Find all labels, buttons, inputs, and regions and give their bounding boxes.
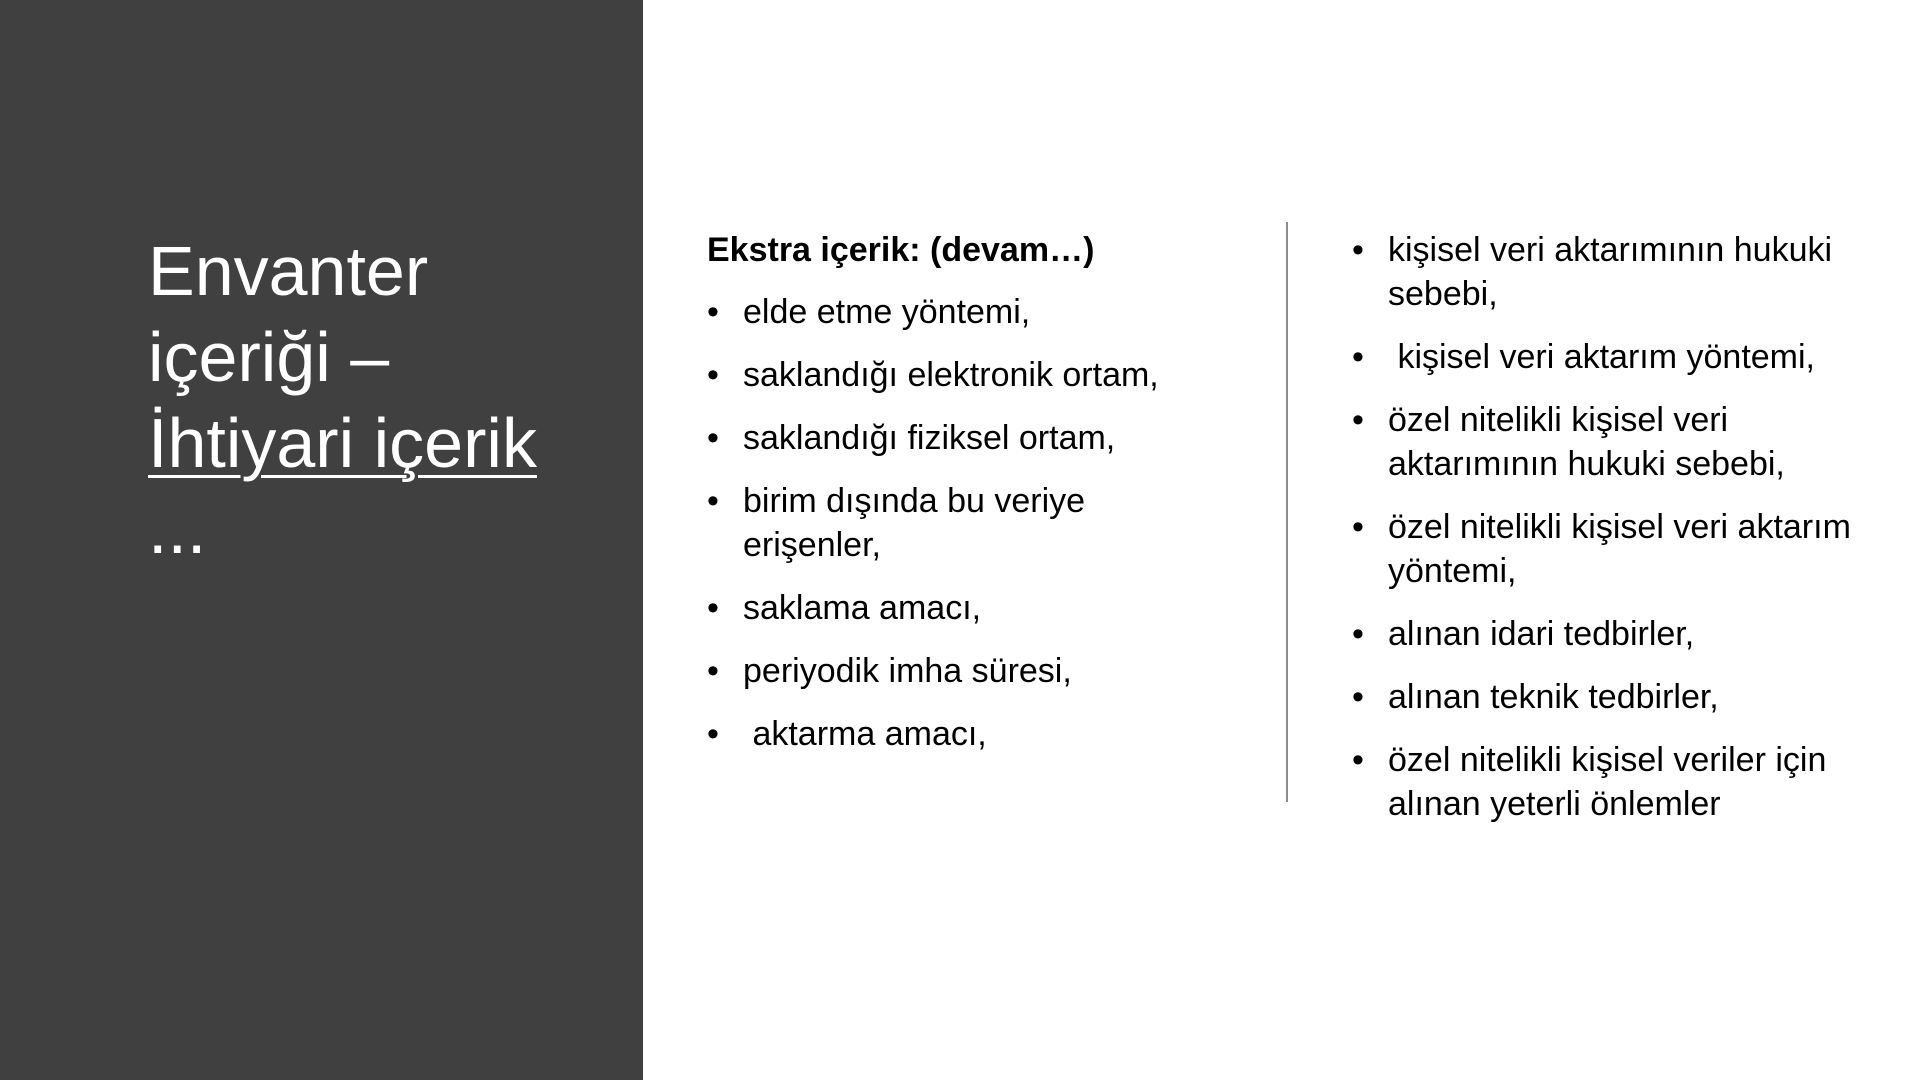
- title-line-3: İhtiyari içerik: [148, 404, 537, 482]
- right-content-column: [1352, 228, 1892, 845]
- bullet-icon: •: [707, 589, 719, 627]
- bullet-icon: •: [707, 482, 719, 520]
- bullet-icon: •: [1352, 615, 1364, 653]
- list-item: • özel nitelikli kişisel veri aktarımının hukuki sebebi,: [1352, 398, 1892, 486]
- list-item: • saklandığı fiziksel ortam,: [707, 416, 1227, 460]
- bullet-icon: •: [707, 293, 719, 331]
- bullet-icon: •: [707, 419, 719, 457]
- bullet-icon: •: [1352, 678, 1364, 716]
- list-item: • alınan teknik tedbirler,: [1352, 675, 1892, 719]
- left-bullet-list: [707, 290, 1227, 756]
- list-item: • birim dışında bu veriye erişenler,: [707, 479, 1227, 567]
- bullet-icon: •: [707, 356, 719, 394]
- title-panel: [0, 0, 643, 1080]
- list-item: • saklandığı elektronik ortam,: [707, 353, 1227, 397]
- title-line-1: Envanter: [148, 232, 429, 310]
- bullet-icon: •: [1352, 741, 1364, 779]
- content-heading: Ekstra içerik: (devam…): [707, 231, 1095, 269]
- slide-title: [148, 228, 618, 572]
- title-line-2: içeriği –: [148, 318, 390, 396]
- bullet-icon: •: [1352, 231, 1364, 269]
- right-bullet-list: [1352, 228, 1892, 826]
- list-item: • aktarma amacı,: [707, 712, 1227, 756]
- list-item: • kişisel veri aktarım yöntemi,: [1352, 335, 1892, 379]
- list-item: • alınan idari tedbirler,: [1352, 612, 1892, 656]
- list-item: • özel nitelikli kişisel veri aktarım yöntemi,: [1352, 505, 1892, 593]
- list-item: • saklama amacı,: [707, 586, 1227, 630]
- title-line-4: ...: [148, 490, 207, 568]
- bullet-icon: •: [1352, 338, 1364, 376]
- bullet-icon: •: [1352, 401, 1364, 439]
- bullet-icon: •: [707, 715, 719, 753]
- list-item: • özel nitelikli kişisel veriler için alınan yeterli önlemler: [1352, 738, 1892, 826]
- list-item: • periyodik imha süresi,: [707, 649, 1227, 693]
- column-divider: [1286, 222, 1288, 802]
- bullet-icon: •: [1352, 508, 1364, 546]
- left-content-column: [707, 228, 1227, 775]
- list-item: • kişisel veri aktarımının hukuki sebebi,: [1352, 228, 1892, 316]
- list-item: • elde etme yöntemi,: [707, 290, 1227, 334]
- bullet-icon: •: [707, 652, 719, 690]
